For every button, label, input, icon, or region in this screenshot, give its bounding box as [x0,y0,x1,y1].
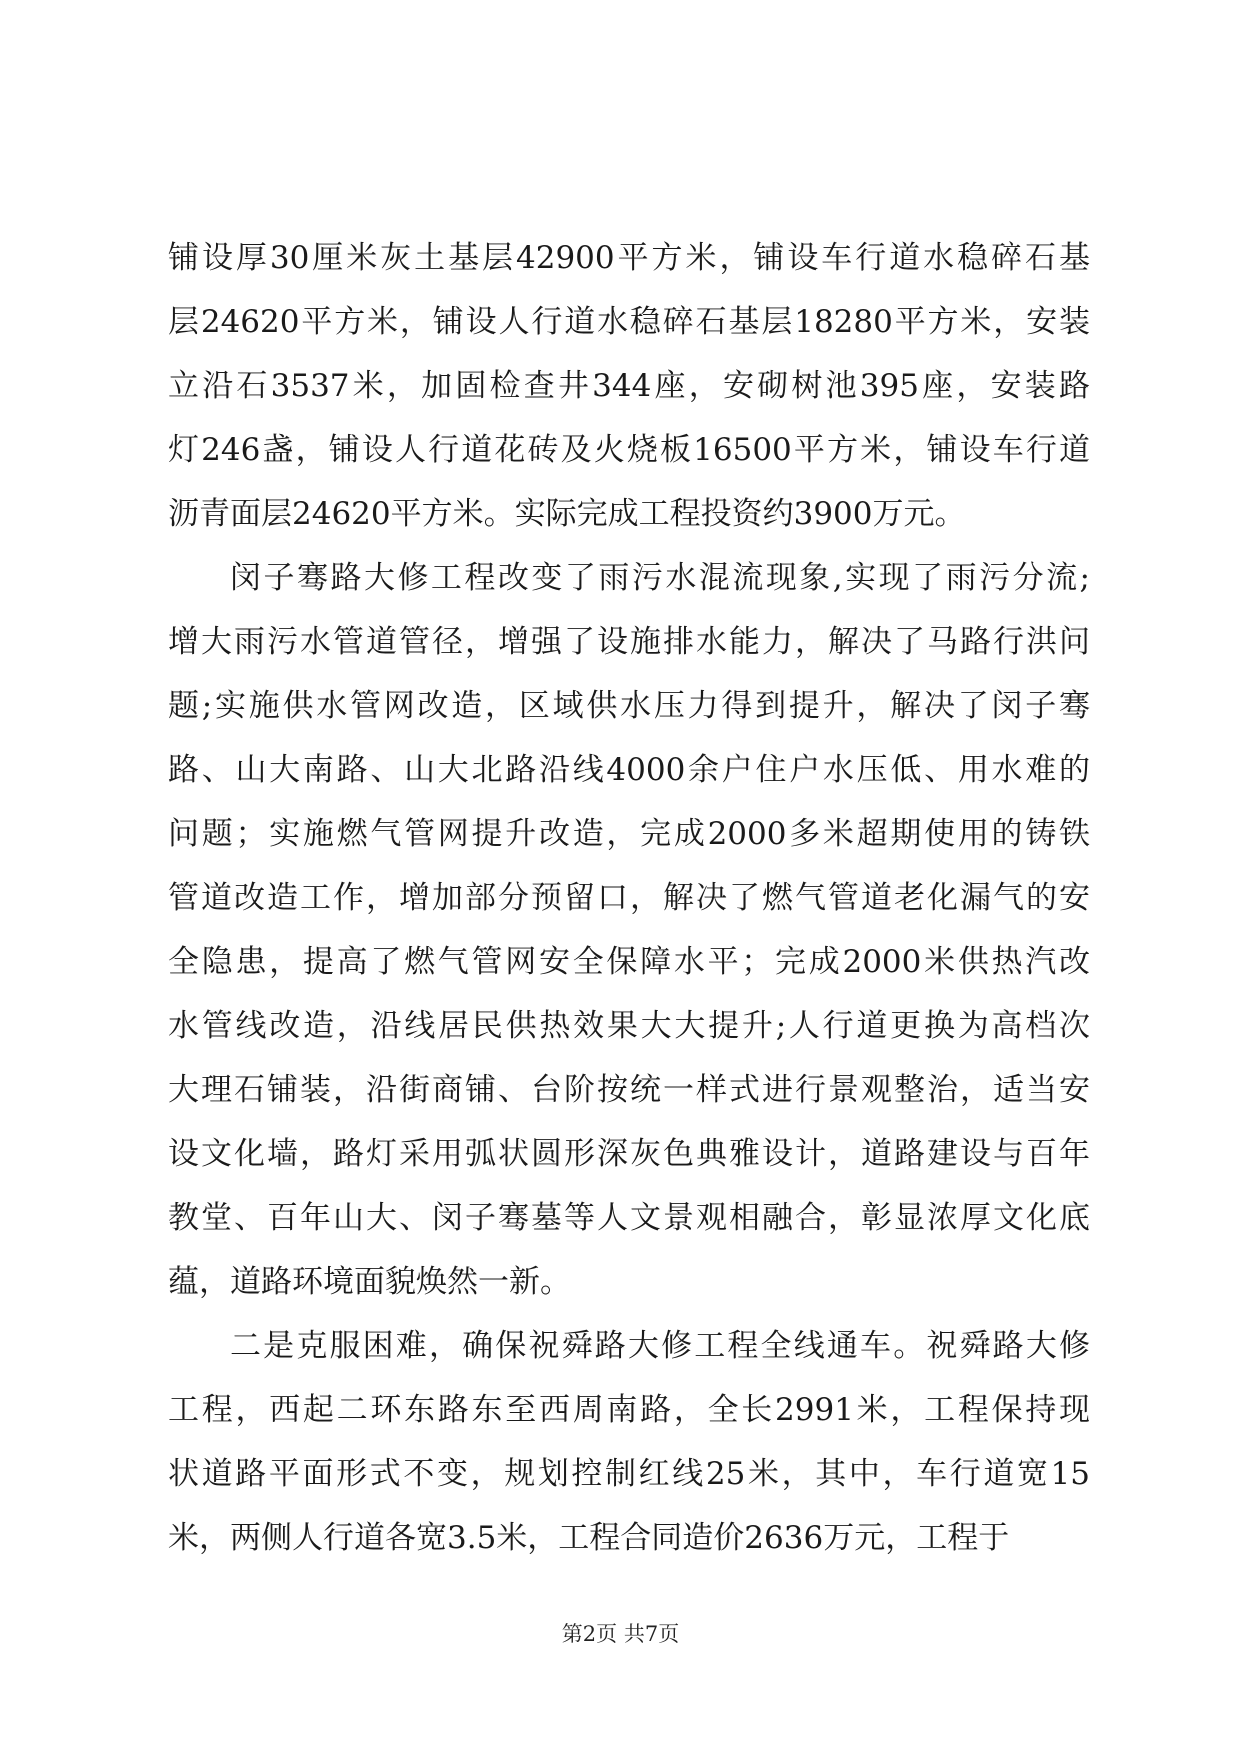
paragraph-line: 设文化墙，路灯采用弧状圆形深灰色典雅设计，道路建设与百年 [168,1136,1090,1172]
page-footer: 第2页 共7页 [561,1622,680,1646]
paragraph-line: 灯246盏，铺设人行道花砖及火烧板16500平方米，铺设车行道 [168,432,1090,468]
paragraph-line: 教堂、百年山大、闵子骞墓等人文景观相融合，彰显浓厚文化底 [168,1200,1090,1236]
paragraph-line: 沥青面层24620平方米。实际完成工程投资约3900万元。 [168,496,966,532]
paragraph-line: 题;实施供水管网改造，区域供水压力得到提升，解决了闵子骞 [168,688,1090,724]
paragraph-line: 立沿石3537米，加固检查井344座，安砌树池395座，安装路 [168,368,1090,404]
paragraph-line: 米，两侧人行道各宽3.5米，工程合同造价2636万元，工程于 [168,1520,1010,1556]
paragraph-line: 全隐患，提高了燃气管网安全保障水平；完成2000米供热汽改 [168,944,1090,980]
paragraph-line: 大理石铺装，沿街商铺、台阶按统一样式进行景观整治，适当安 [168,1072,1090,1108]
paragraph-line: 增大雨污水管道管径，增强了设施排水能力，解决了马路行洪问 [168,624,1090,660]
paragraph-line: 路、山大南路、山大北路沿线4000余户住户水压低、用水难的 [168,752,1090,788]
paragraph-line: 闵子骞路大修工程改变了雨污水混流现象,实现了雨污分流; [230,560,1090,596]
paragraph-line: 蕴，道路环境面貌焕然一新。 [168,1264,571,1300]
paragraph-line: 铺设厚30厘米灰土基层42900平方米，铺设车行道水稳碎石基 [168,240,1090,276]
paragraph-line: 管道改造工作，增加部分预留口，解决了燃气管道老化漏气的安 [168,880,1090,916]
paragraph-line: 层24620平方米，铺设人行道水稳碎石基层18280平方米，安装 [168,304,1090,340]
paragraph-line: 状道路平面形式不变，规划控制红线25米，其中，车行道宽15 [168,1456,1090,1492]
document-body [168,226,1090,1570]
paragraph-line: 工程，西起二环东路东至西周南路，全长2991米，工程保持现 [168,1392,1090,1428]
paragraph-line: 水管线改造，沿线居民供热效果大大提升;人行道更换为高档次 [168,1008,1090,1044]
paragraph-line: 二是克服困难，确保祝舜路大修工程全线通车。祝舜路大修 [230,1328,1090,1364]
paragraph-line: 问题；实施燃气管网提升改造，完成2000多米超期使用的铸铁 [168,816,1090,852]
